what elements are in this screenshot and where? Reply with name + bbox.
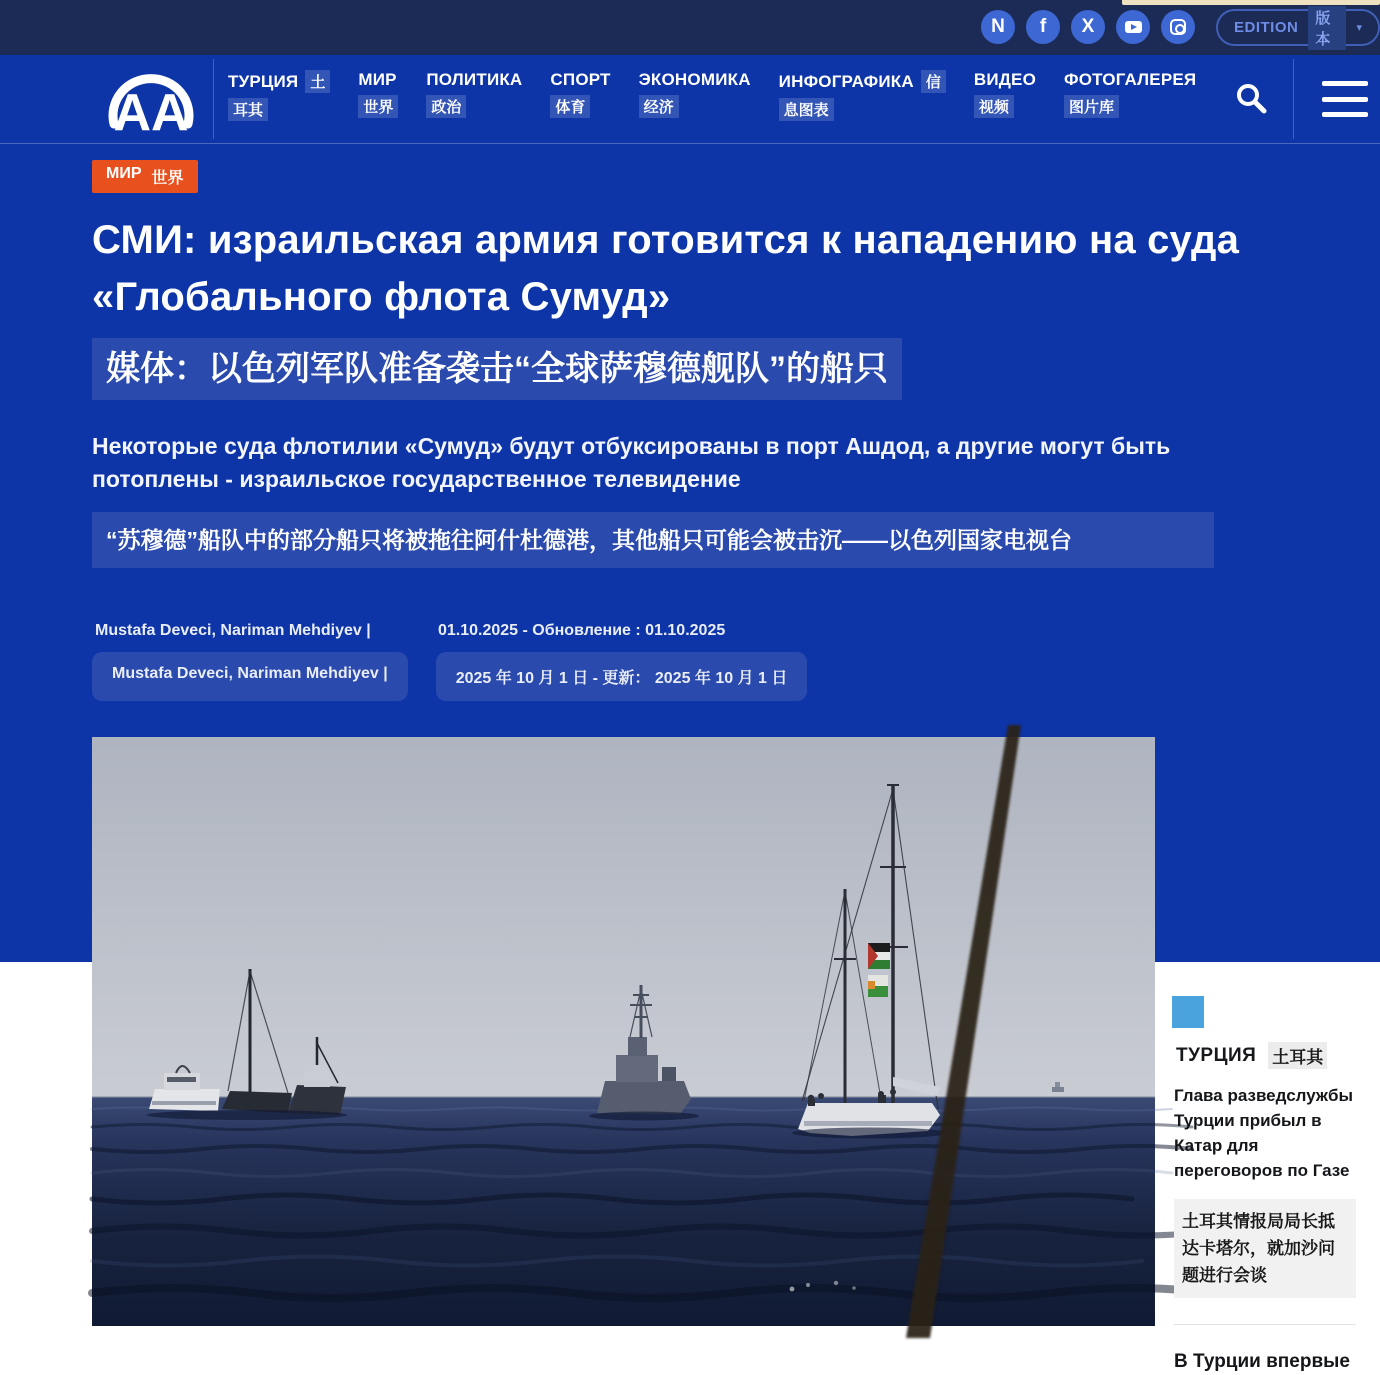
sidebar-section-zh: 土耳其 [1268, 1042, 1327, 1069]
edition-label: EDITION [1234, 19, 1299, 36]
menu-icon-bar [1322, 97, 1368, 102]
search-button[interactable] [1234, 81, 1268, 115]
instagram-icon[interactable] [1161, 10, 1195, 44]
n-glyph: N [991, 16, 1005, 37]
nav-label-zh: 视频 [974, 95, 1014, 118]
nav-label: ТУРЦИЯ [228, 71, 299, 91]
date-ru: 01.10.2025 - Обновление : 01.10.2025 [438, 622, 726, 639]
article-title-zh: 媒体：以色列军队准备袭击“全球萨穆德舰队”的船只 [92, 338, 902, 400]
nav-label-zh: 图片库 [1064, 95, 1119, 118]
x-glyph: X [1081, 16, 1095, 37]
nav-label: МИР [358, 70, 397, 89]
article-meta-translated [92, 652, 807, 701]
category-badge[interactable] [92, 160, 198, 193]
sidebar-divider [1174, 1324, 1356, 1325]
nav-label-zh: 经济 [639, 95, 679, 118]
nav-item-video[interactable] [974, 70, 1036, 121]
nav-label-zh: 信 [921, 70, 946, 93]
article-title-ru: СМИ: израильская армия готовится к нападению на суда «Глобального флота Сумуд» [92, 218, 1240, 319]
nav-label-zh: 政治 [426, 95, 466, 118]
header-divider [213, 59, 214, 139]
nav-item-world[interactable] [358, 70, 398, 121]
nav-item-politics[interactable] [426, 70, 522, 121]
menu-icon-bar [1322, 81, 1368, 86]
n-network-icon[interactable] [981, 10, 1015, 44]
top-bar [0, 0, 1380, 55]
main-nav [228, 70, 1196, 121]
browser-edge-strip [1122, 0, 1380, 5]
instagram-camera-icon [1170, 19, 1186, 35]
nav-label-zh: 耳其 [228, 98, 268, 121]
youtube-icon[interactable] [1116, 10, 1150, 44]
nav-label: ВИДЕО [973, 70, 1037, 89]
site-header [0, 55, 1380, 144]
header-divider [1293, 59, 1294, 139]
menu-button[interactable] [1322, 81, 1368, 117]
nav-item-economy[interactable] [639, 70, 751, 121]
sidebar-story1-title-ru[interactable]: Глава разведслужбы Турции прибыл в Катар для переговоров по Газе [1174, 1086, 1353, 1180]
date-zh-box: 2025 年 10 月 1 日 - 更新： 2025 年 10 月 1 日 [436, 652, 808, 701]
nav-label-zh: 土 [305, 70, 330, 93]
aa-logo-icon [96, 62, 206, 142]
sidebar-section-ru[interactable]: ТУРЦИЯ [1176, 1044, 1257, 1066]
menu-icon-bar [1322, 112, 1368, 117]
nav-label-zh: 体育 [550, 95, 590, 118]
article-subtitle-zh: “苏穆德”船队中的部分船只将被拖往阿什杜德港，其他船只可能会被击沉——以色列国家电视台 [92, 512, 1214, 568]
social-links [981, 10, 1195, 44]
edition-label-zh: 版本 [1308, 6, 1346, 50]
sidebar-section-header [1176, 1042, 1367, 1069]
authors-zh-box: Mustafa Deveci, Nariman Mehdiyev | [92, 652, 408, 701]
nav-item-turkey[interactable] [228, 70, 330, 121]
facebook-glyph: f [1039, 16, 1047, 37]
nav-label: ПОЛИТИКА [426, 70, 523, 89]
edition-selector[interactable] [1216, 9, 1380, 46]
search-icon [1234, 81, 1268, 115]
sidebar [1162, 988, 1367, 1375]
sidebar-story1-title-zh[interactable]: 土耳其情报局局长抵达卡塔尔，就加沙问题进行会谈 [1174, 1199, 1356, 1298]
sidebar-section-marker [1172, 996, 1204, 1028]
category-zh: 世界 [151, 170, 184, 187]
nav-label: ФОТОГАЛЕРЕЯ [1064, 70, 1197, 89]
nav-label: СПОРТ [550, 70, 611, 89]
article-photo [92, 737, 1155, 1326]
authors-ru: Mustafa Deveci, Nariman Mehdiyev | [95, 622, 371, 639]
article-subtitle-ru: Некоторые суда флотилии «Сумуд» будут отбуксированы в порт Ашдод, а другие могут быть потоплены - израильское государственное телевидение [92, 433, 1171, 492]
flotilla-photo-scene [92, 737, 1155, 1326]
nav-label: ИНФОГРАФИКА [778, 71, 914, 91]
nav-label: ЭКОНОМИКА [638, 70, 751, 89]
category-ru: МИР [106, 165, 142, 182]
chevron-down-icon: ▾ [1356, 22, 1362, 34]
x-twitter-icon[interactable] [1071, 10, 1105, 44]
nav-label-zh: 息图表 [779, 98, 834, 121]
nav-label-zh: 世界 [358, 95, 398, 118]
facebook-icon[interactable] [1026, 10, 1060, 44]
youtube-play-icon [1125, 21, 1142, 33]
nav-item-infographics[interactable] [779, 70, 946, 121]
article-meta [95, 622, 725, 640]
nav-item-sport[interactable] [550, 70, 610, 121]
aa-logo[interactable] [96, 62, 206, 142]
sidebar-story2-title-ru[interactable]: В Турции впервые [1174, 1351, 1350, 1372]
svg-text:AA: AA [113, 84, 189, 142]
nav-item-photogallery[interactable] [1064, 70, 1196, 121]
